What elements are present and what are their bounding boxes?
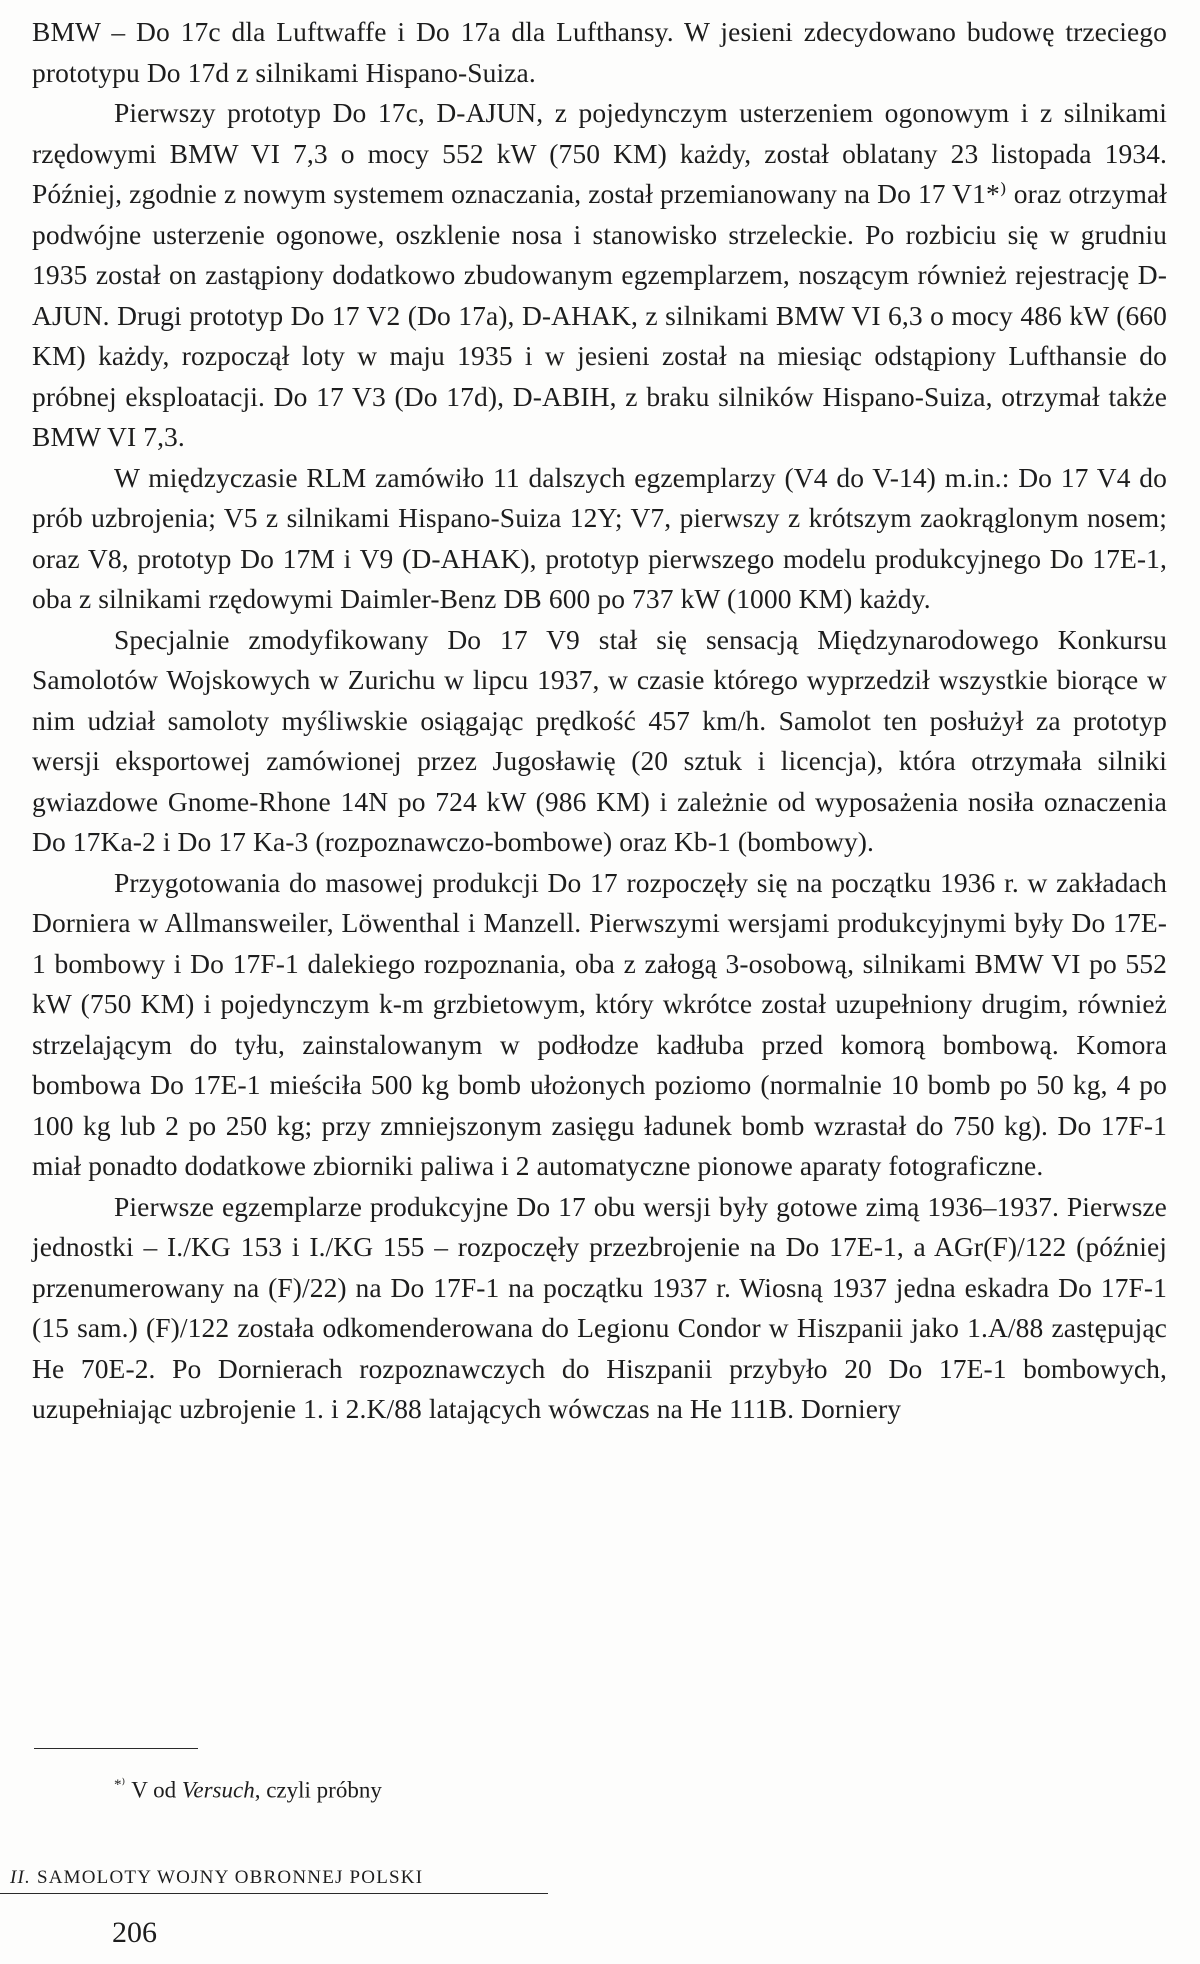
paragraph-2: Pierwszy prototyp Do 17c, D-AJUN, z pojedynczym usterzeniem ogonowym i z silnikami rzędowymi BMW VI 7,3 o mocy 552 kW (750 KM) każdy, został oblatany 23 listopada 1934. Później, zgodnie z nowym systemem oznaczania, został przemianowany na Do 17 V1*⁾ oraz otrzymał podwójne usterzenie ogonowe, oszklenie nosa i stanowisko strzeleckie. Po rozbiciu się w grudniu 1935 został on zastąpiony dodatkowo zbudowanym egzemplarzem, noszącym również rejestrację D-AJUN. Drugi prototyp Do 17 V2 (Do 17a), D-AHAK, z silnikami BMW VI 6,3 o mocy 486 kW (660 KM) każdy, rozpoczął loty w maju 1935 i w jesieni został na miesiąc odstąpiony Lufthansie do próbnej eksploatacji. Do 17 V3 (Do 17d), D-ABIH, z braku silników Hispano-Suiza, otrzymał także BMW VI 7,3.	[32, 97, 1167, 452]
footnote-suffix: , czyli próbny	[254, 1777, 382, 1803]
page-number: 206	[112, 1916, 157, 1949]
paragraph-5: Przygotowania do masowej produkcji Do 17 rozpoczęły się na początku 1936 r. w zakładach Dorniera w Allmansweiler, Löwenthal i Manzell. Pierwszymi wersjami produkcyjnymi były Do 17E-1 bombowy i Do 17F-1 dalekiego rozpoznania, oba z załogą 3-osobową, silnikami BMW VI po 552 kW (750 KM) i pojedynczym k-m grzbietowym, który wkrótce został uzupełniony drugim, również strzelającym do tyłu, zainstalowanym w podłodze kadłuba przed komorą bombową. Komora bombowa Do 17E-1 mieściła 500 kg bomb ułożonych poziomo (normalnie 10 bomb po 50 kg, 4 po 100 kg lub 2 po 250 kg; przy zmniejszonym zasięgu ładunek bomb wzrastał do 750 kg). Do 17F-1 miał ponadto dodatkowe zbiorniki paliwa i 2 automatyczne pionowe aparaty fotograficzne.	[32, 866, 1167, 1181]
body-text	[32, 12, 1167, 1430]
running-head	[10, 1867, 423, 1889]
paragraph-3: W międzyczasie RLM zamówiło 11 dalszych egzemplarzy (V4 do V-14) m.in.: Do 17 V4 do prób uzbrojenia; V5 z silnikami Hispano-Suiza 12Y; V7, pierwszy z krótszym zaokrąglonym nosem; oraz V8, prototyp Do 17M i V9 (D-AHAK), prototyp pierwszego modelu produkcyjnego Do 17E-1, oba z silnikami rzędowymi Daimler-Benz DB 600 po 737 kW (1000 KM) każdy.	[32, 461, 1167, 614]
footnote-term: Versuch	[181, 1777, 255, 1803]
running-head-part: II.	[10, 1867, 32, 1888]
paragraph-6: Pierwsze egzemplarze produkcyjne Do 17 obu wersji były gotowe zimą 1936–1937. Pierwsze jednostki – I./KG 153 i I./KG 155 – rozpoczęły przezbrojenie na Do 17E-1, a AGr(F)/122 (później przenumerowany na (F)/22) na Do 17F-1 na początku 1937 r. Wiosną 1937 jedna eskadra Do 17F-1 (15 sam.) (F)/122 została odkomenderowana do Legionu Condor w Hiszpanii jako 1.A/88 zastępując He 70E-2. Po Dornierach rozpoznawczych do Hiszpanii przybyło 20 Do 17E-1 bombowych, uzupełniając uzbrojenie 1. i 2.K/88 latających wówczas na He 111B. Dorniery	[32, 1190, 1167, 1424]
footnote-marker: *⁾	[114, 1777, 126, 1793]
footnote-prefix: V od	[131, 1777, 182, 1803]
paragraph-1: BMW – Do 17c dla Luftwaffe i Do 17a dla Lufthansy. W jesieni zdecydowano budowę trzeciego prototypu Do 17d z silnikami Hispano-Suiza.	[32, 16, 1167, 88]
paragraph-4: Specjalnie zmodyfikowany Do 17 V9 stał się sensacją Międzynarodowego Konkursu Samolotów Wojskowych w Zurichu w lipcu 1937, w czasie którego wyprzedził wszystkie biorące w nim udział samoloty myśliwskie osiągając prędkość 457 km/h. Samolot ten posłużył za prototyp wersji eksportowej zamówionej przez Jugosławię (20 sztuk i licencja), która otrzymała silniki gwiazdowe Gnome-Rhone 14N po 724 kW (986 KM) i zależnie od wyposażenia nosiła oznaczenia Do 17Ka-2 i Do 17 Ka-3 (rozpoznawczo-bombowe) oraz Kb-1 (bombowy).	[32, 623, 1167, 857]
running-head-title: SAMOLOTY WOJNY OBRONNEJ POLSKI	[36, 1867, 424, 1888]
footnote	[114, 1770, 382, 1806]
footnote-divider	[34, 1748, 198, 1749]
running-head-divider	[0, 1893, 548, 1894]
